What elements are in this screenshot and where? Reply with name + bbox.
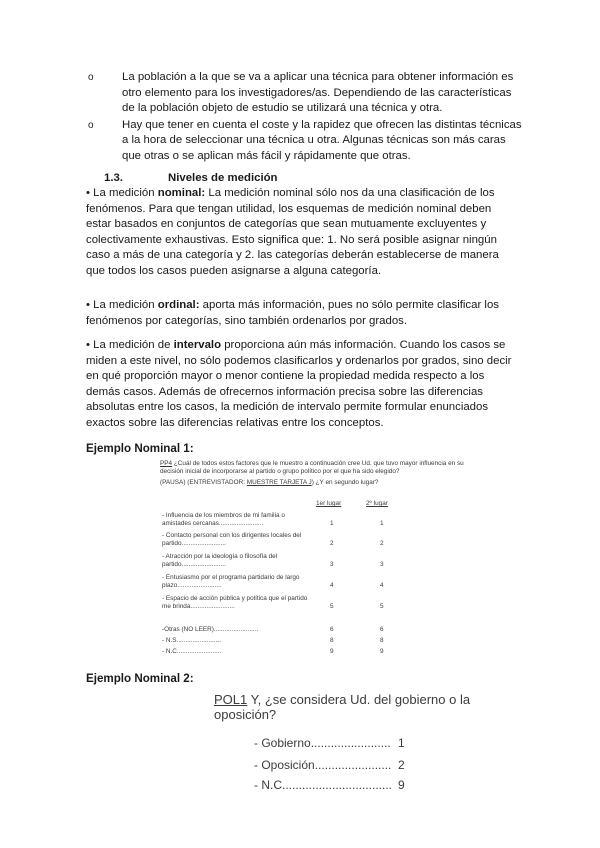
column-header-second: 2º lugar — [366, 500, 388, 507]
bullet-marker: o — [88, 72, 94, 83]
paragraph-nominal — [86, 186, 518, 280]
instruction-card: MUESTRE TARJETA J — [246, 478, 312, 486]
paragraph-lead: • La medición — [86, 299, 158, 311]
row-code-second: 2 — [380, 540, 384, 547]
row-code-first: 1 — [330, 520, 334, 527]
answer-option — [254, 736, 454, 750]
row-code-second: 6 — [380, 626, 384, 633]
example-2-question — [214, 692, 474, 722]
row-code-first: 6 — [330, 626, 334, 633]
example-1-title: Ejemplo Nominal 1: — [86, 442, 194, 455]
question-code: POL1 — [214, 692, 248, 707]
paragraph-body: aporta más información, pues no sólo permite clasificar los fenómenos por categorías, sino también ordenarlos por grados. — [86, 299, 499, 327]
row-label: - Contacto personal con los dirigentes locales del partido......................... — [162, 532, 302, 548]
paragraph-lead: • La medición — [86, 187, 158, 199]
option-label: - Gobierno........................ — [254, 736, 391, 750]
option-code: 1 — [398, 736, 405, 750]
example-1-question — [160, 460, 464, 477]
section-title: Niveles de medición — [168, 172, 278, 184]
list-item — [86, 118, 526, 165]
paragraph-intervalo — [86, 338, 518, 432]
list-item-text: La población a la que se va a aplicar una técnica para obtener información es otro elemento para los investigadores/as. Dependiendo de las características de la población objeto de estudio se utilizará una técnica y otra. — [122, 71, 514, 115]
column-header-first: 1er lugar — [316, 500, 342, 507]
row-label: - Atracción por la ideología o filosofía del partido......................... — [162, 553, 278, 569]
example-1-questionnaire-image — [148, 460, 464, 662]
option-label: - Oposición....................... — [254, 758, 392, 772]
row-label: - Espacio de acción pública y política que el partido me brinda......................... — [162, 595, 308, 611]
row-code-second: 4 — [380, 582, 384, 589]
row-label: -Otras (NO LEER)......................... — [162, 626, 259, 633]
paragraph-lead: • La medición de — [86, 339, 174, 351]
list-item — [86, 70, 526, 117]
sub-bullet-list — [86, 70, 526, 166]
paragraph-body: La medición nominal sólo nos da una clasificación de los fenómenos. Para que tengan utilidad, los esquemas de medición nominal deben estar basados en conjuntos de categorías que sean mutuamente excluyentes y colectivamente exhaustivas. Esto significa que: 1. No será posible asignar ningún caso a más de una categoría y 2. las categorías deberán establecerse de manera que todos los casos pueden asignarse a alguna categoría. — [86, 187, 499, 277]
instruction-text: ) ¿Y en segundo lugar? — [311, 478, 379, 486]
row-code-first: 2 — [330, 540, 334, 547]
row-code-second: 8 — [380, 637, 384, 644]
row-code-first: 8 — [330, 637, 334, 644]
row-code-second: 3 — [380, 561, 384, 568]
term-intervalo: intervalo — [173, 339, 222, 351]
answer-option — [254, 758, 454, 772]
row-code-first: 3 — [330, 561, 334, 568]
row-code-first: 5 — [330, 603, 334, 610]
list-item-text: Hay que tener en cuenta el coste y la rapidez que ofrecen las distintas técnicas a la hora de seleccionar una técnica u otra. Algunas técnicas son más caras que otras o se aplican más fácil y rápidamente que otras. — [122, 118, 522, 162]
row-label: - N.C......................... — [162, 648, 222, 655]
row-code-first: 4 — [330, 582, 334, 589]
row-code-second: 5 — [380, 603, 384, 610]
question-code: PP4 — [160, 460, 173, 467]
row-label: - Entusiasmo por el programa partidario de largo plazo......................... — [162, 574, 300, 590]
paragraph-body: proporciona aún más información. Cuando los casos se miden a este nivel, no sólo podemos clasificarlos y ordenarlos por grados, sino decir en qué proporción mayor o menor contiene la propiedad medida respecto a los demás casos. Además de ofrecernos información precisa sobre las diferencias absolutas entre los casos, la medición de intervalo permite formular enunciados exactos sobre las diferencias relativas entre los conceptos. — [86, 339, 512, 429]
answer-option — [254, 778, 454, 792]
row-code-second: 1 — [380, 520, 384, 527]
row-code-first: 9 — [330, 648, 334, 655]
option-code: 9 — [398, 778, 405, 792]
example-2-questionnaire-image — [214, 692, 474, 802]
option-code: 2 — [398, 758, 405, 772]
question-text: ¿Cuál de todos estos factores que le muestro a continuación cree Ud. que tuvo mayor influencia en su decisión inicial de incorporarse al partido o grupo político por el que ha sido elegido? — [160, 460, 464, 476]
row-code-second: 9 — [380, 648, 384, 655]
example-2-title: Ejemplo Nominal 2: — [86, 672, 194, 685]
bullet-marker: o — [88, 119, 94, 131]
instruction-text: (PAUSA) (ENTREVISTADOR: — [160, 478, 247, 486]
question-text: Y, ¿se considera Ud. del gobierno o la oposición? — [214, 692, 471, 722]
section-heading — [104, 172, 278, 184]
paragraph-ordinal — [86, 298, 518, 329]
row-label: - N.S......................... — [162, 637, 221, 644]
row-label: - Influencia de los miembros de mi familia o amistades cercanas......................... — [162, 512, 285, 528]
option-label: - N.C................................. — [254, 778, 393, 792]
example-1-instruction — [160, 479, 464, 487]
section-number: 1.3. — [104, 172, 123, 184]
term-ordinal: ordinal: — [157, 299, 200, 311]
term-nominal: nominal: — [157, 187, 206, 199]
